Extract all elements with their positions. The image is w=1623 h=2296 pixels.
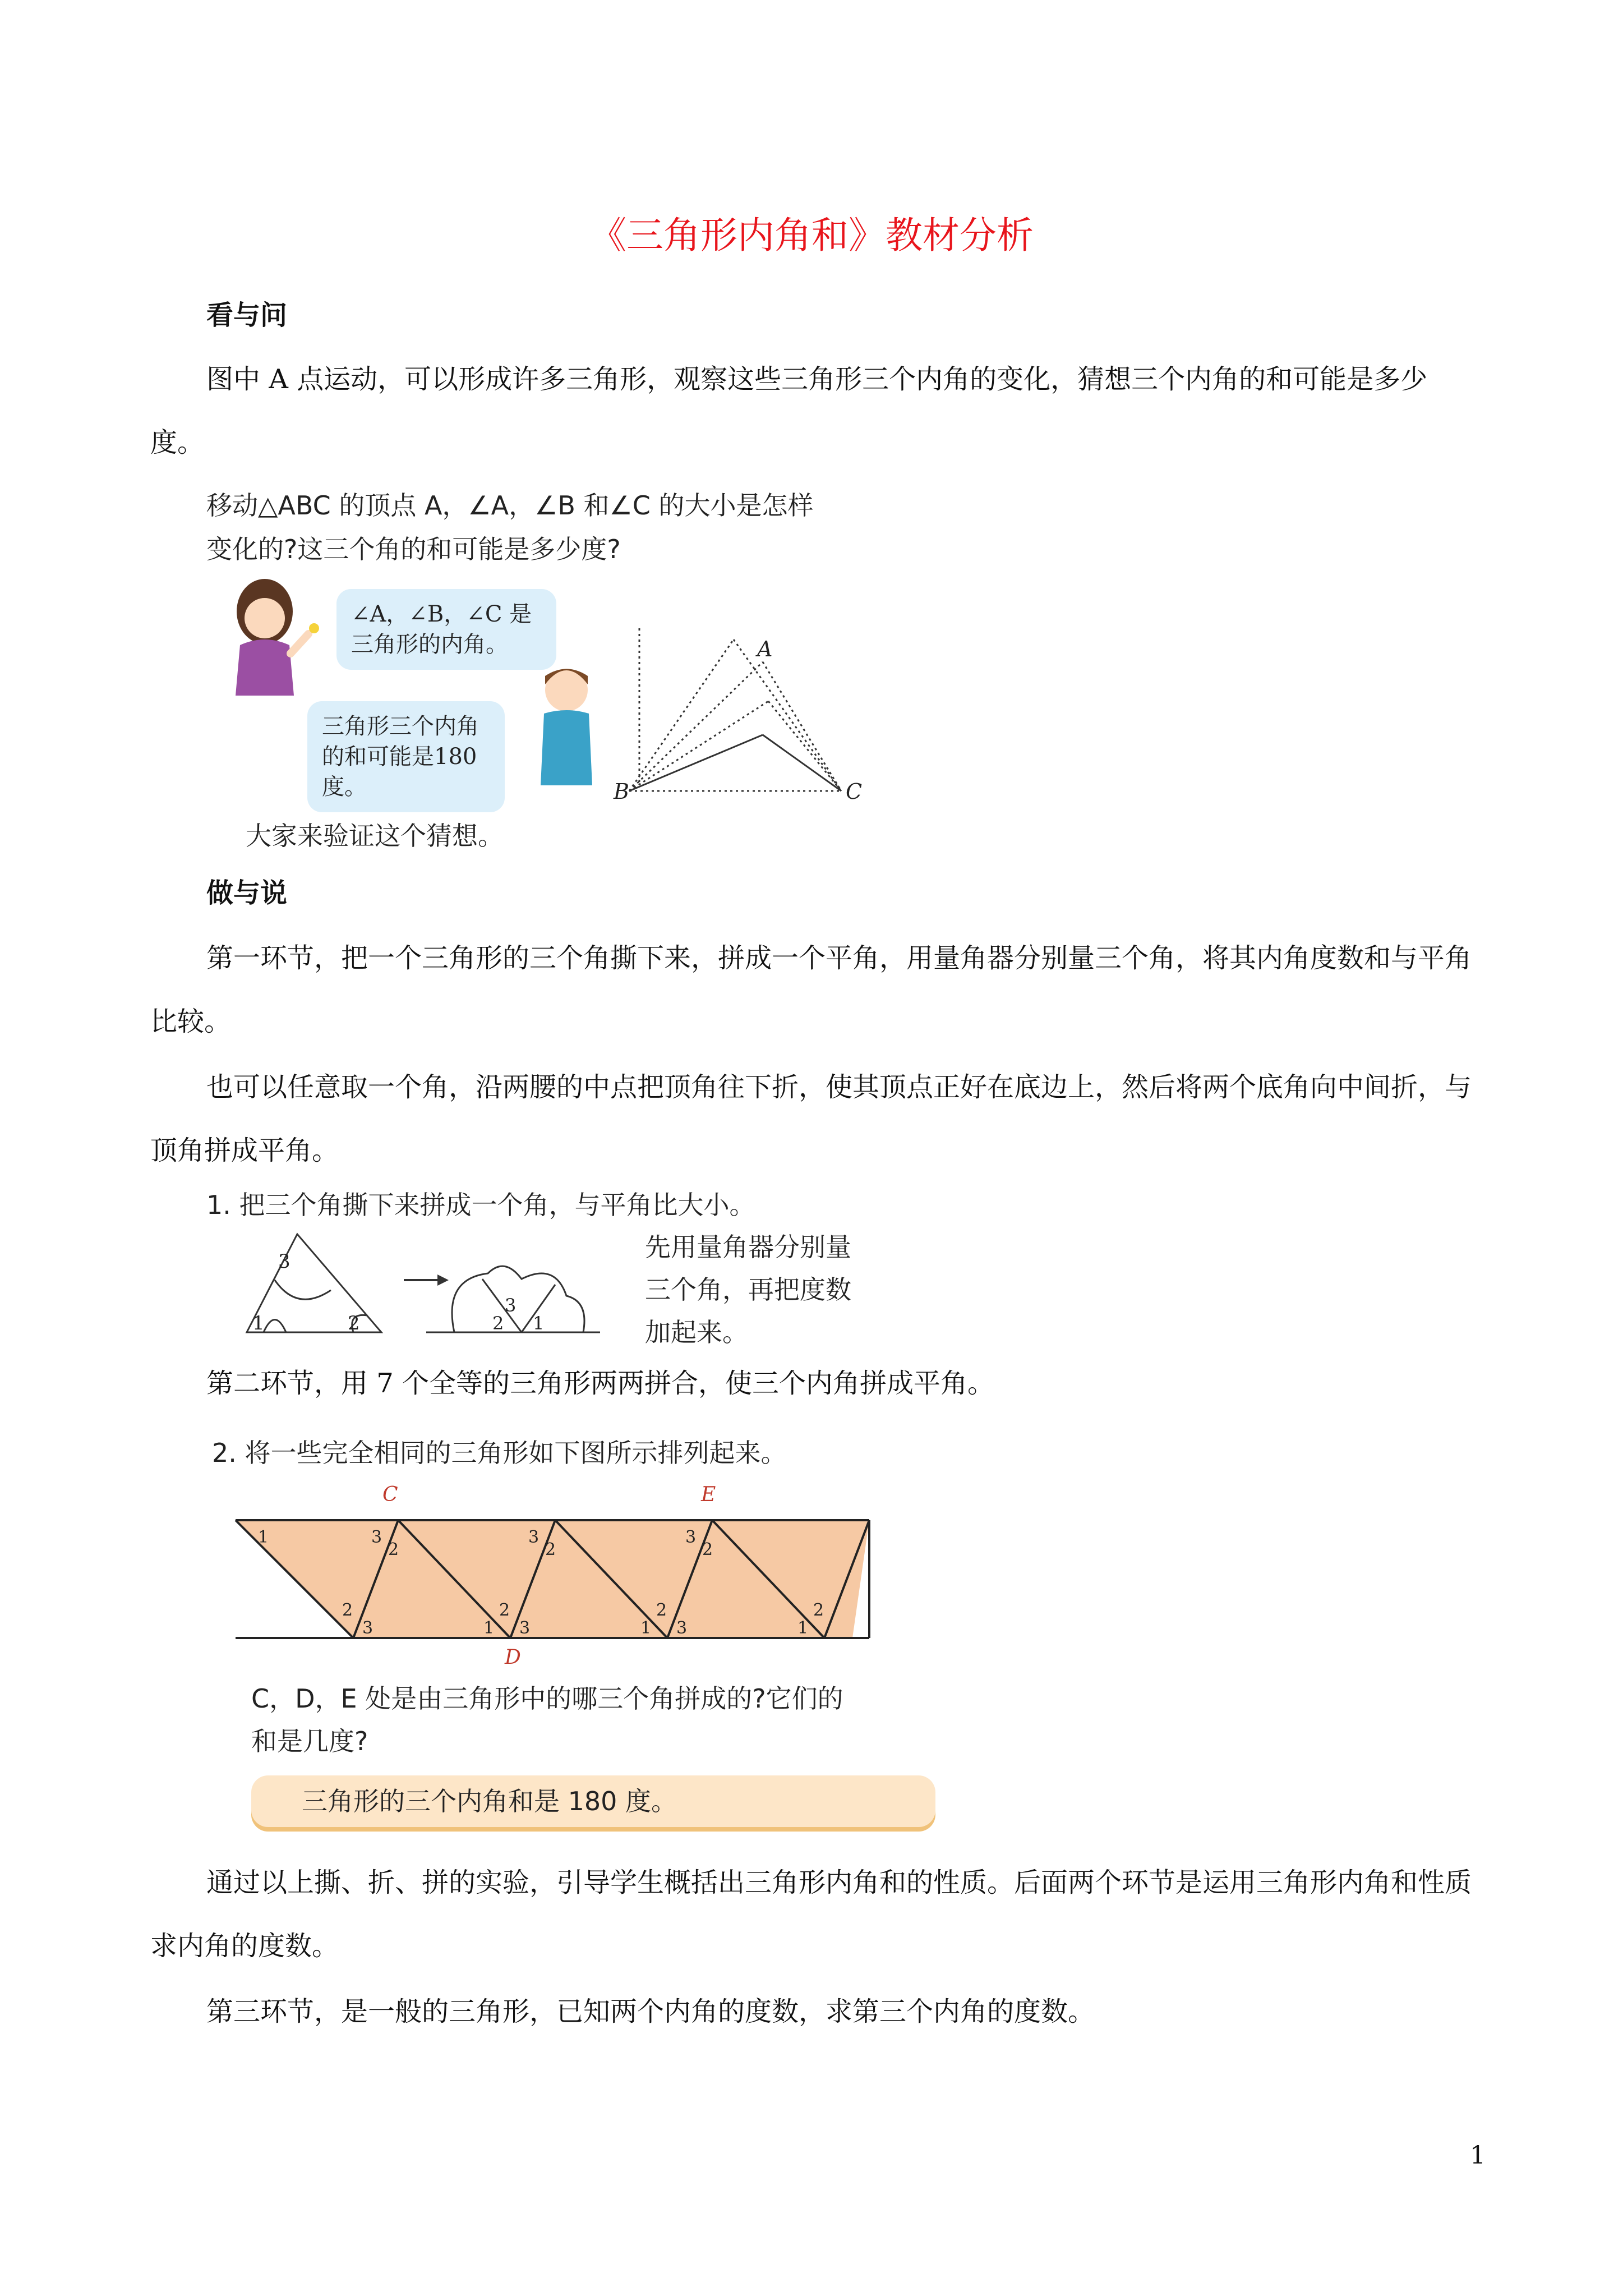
paragraph-stage3: 第三环节，是一般的三角形，已知两个内角的度数，求第三个内角的度数。 — [206, 1996, 1095, 2027]
figure1-prompt-line1: 移动△ABC 的顶点 A，∠A，∠B 和∠C 的大小是怎样 — [206, 490, 814, 521]
figure3-item: 2. 将一些完全相同的三角形如下图所示排列起来。 — [212, 1438, 787, 1468]
strip-angle-label: 2 — [656, 1600, 667, 1620]
page-number: 1 — [1470, 2141, 1486, 2170]
angle-label-1: 1 — [252, 1312, 265, 1335]
vertex-label-c: C — [846, 779, 863, 804]
strip-angle-label: 2 — [388, 1540, 399, 1559]
question-line2: 和是几度? — [251, 1726, 368, 1756]
page-title: 《三角形内角和》教材分析 — [589, 214, 1034, 257]
strip-angle-label: 2 — [702, 1540, 713, 1559]
paragraph-look-ask: 图中 A 点运动，可以形成许多三角形，观察这些三角形三个内角的变化，猜想三个内角的和可能是多少度。 — [150, 364, 1428, 458]
strip-angle-label: 3 — [685, 1527, 697, 1547]
strip-fill — [236, 1520, 869, 1638]
figure1-prompt-line2: 变化的?这三个角的和可能是多少度? — [206, 534, 621, 564]
strip-angle-label: 2 — [342, 1600, 353, 1620]
figure3-question — [251, 1677, 843, 1763]
question-line1: C，D，E 处是由三角形中的哪三个角拼成的?它们的 — [251, 1683, 843, 1714]
figure1-caption: 大家来验证这个猜想。 — [246, 821, 504, 851]
label-e: E — [701, 1483, 716, 1506]
tear-triangle — [247, 1234, 381, 1332]
paragraph-stage2: 第二环节，用 7 个全等的三角形两两拼合，使三个内角拼成平角。 — [206, 1368, 995, 1399]
conclusion-box: 三角形的三个内角和是 180 度。 — [251, 1775, 935, 1827]
side-note-line3: 加起来。 — [645, 1317, 748, 1347]
side-note-line1: 先用量角器分别量 — [645, 1232, 851, 1262]
strip-angle-label: 3 — [519, 1618, 531, 1638]
angle-label-3-assembled: 3 — [505, 1295, 517, 1316]
speech-bubble-boy: 三角形三个内角的和可能是180 度。 — [307, 701, 505, 812]
triangle-strip-diagram — [230, 1481, 875, 1672]
triangle-diagram — [629, 628, 841, 791]
section-heading-do-say: 做与说 — [206, 877, 288, 909]
strip-angle-label: 2 — [499, 1600, 510, 1620]
girl-illustration — [236, 579, 319, 696]
speech-bubble-girl: ∠A，∠B，∠C 是三角形的内角。 — [336, 589, 556, 670]
figure2-illustration — [241, 1228, 600, 1346]
boy-illustration — [541, 669, 592, 785]
figure2-side-note — [645, 1226, 851, 1354]
section-heading-look-ask: 看与问 — [206, 300, 288, 331]
angle-label-2-assembled: 2 — [492, 1313, 504, 1334]
paragraph-summary: 通过以上撕、折、拼的实验，引导学生概括出三角形内角和的性质。后面两个环节是运用三角形内角和性质求内角的度数。 — [150, 1867, 1472, 1962]
strip-angle-label: 2 — [545, 1540, 556, 1559]
label-d: D — [505, 1646, 521, 1669]
paragraph-stage1: 第一环节，把一个三角形的三个角撕下来，拼成一个平角，用量角器分别量三个角，将其内角度数和与平角比较。 — [150, 942, 1472, 1037]
strip-angle-label: 1 — [258, 1527, 269, 1547]
figure2-item: 1. 把三个角撕下来拼成一个角，与平角比大小。 — [206, 1190, 755, 1220]
arrow-icon — [404, 1274, 449, 1286]
strip-angle-label: 3 — [371, 1527, 382, 1547]
side-note-line2: 三个角，再把度数 — [645, 1274, 851, 1305]
vertex-label-b: B — [614, 779, 629, 804]
strip-angle-label: 1 — [797, 1618, 809, 1638]
angle-label-2: 2 — [348, 1312, 360, 1335]
vertex-label-a: A — [757, 637, 773, 661]
angle-label-3: 3 — [278, 1250, 291, 1273]
strip-angle-label: 3 — [676, 1618, 688, 1638]
paragraph-fold-method: 也可以任意取一个角，沿两腰的中点把顶角往下折，使其顶点正好在底边上，然后将两个底角向中间折，与顶角拼成平角。 — [150, 1071, 1472, 1166]
strip-angle-label: 3 — [528, 1527, 540, 1547]
label-c: C — [382, 1483, 398, 1506]
strip-angle-label: 1 — [640, 1618, 652, 1638]
strip-angle-label: 1 — [483, 1618, 495, 1638]
angle-label-1-assembled: 1 — [533, 1313, 545, 1334]
strip-angle-label: 2 — [813, 1600, 824, 1620]
strip-angle-label: 3 — [362, 1618, 374, 1638]
figure1-prompt — [206, 484, 814, 571]
